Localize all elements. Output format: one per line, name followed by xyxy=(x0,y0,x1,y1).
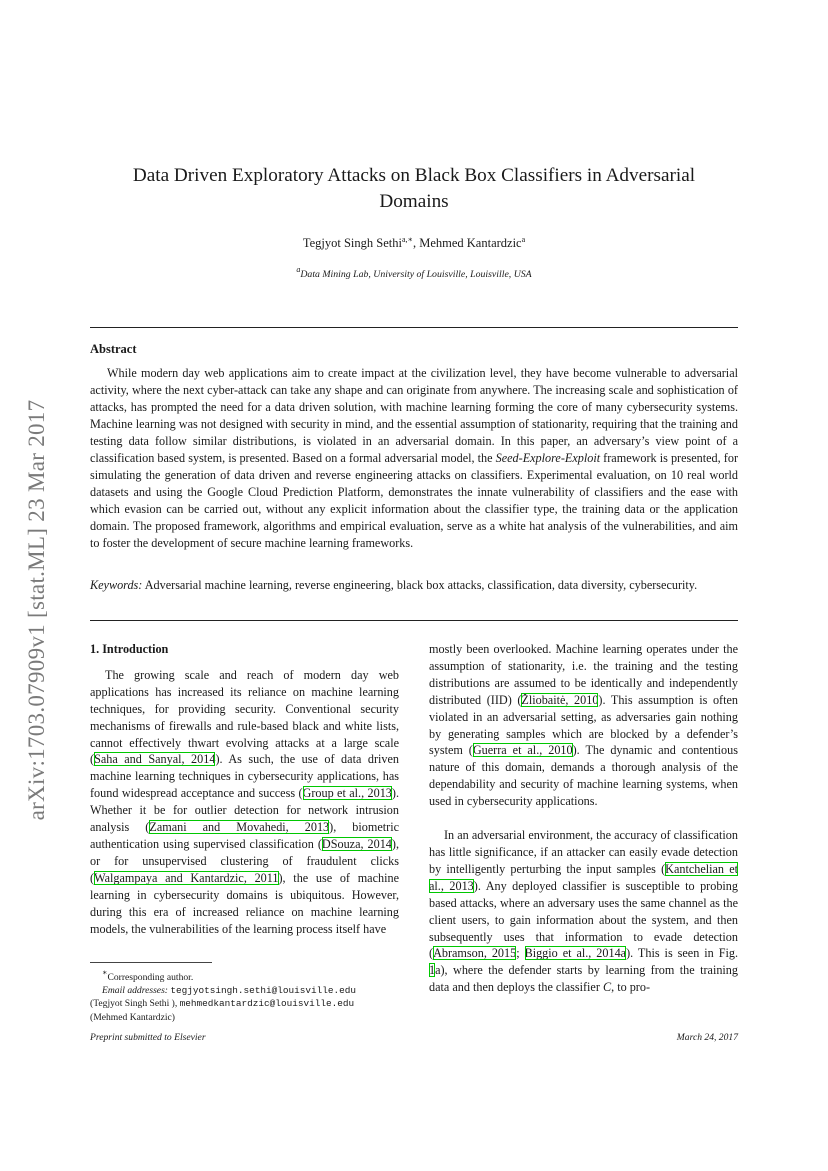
submission-date: March 24, 2017 xyxy=(676,1032,738,1043)
body-text: ). This is seen in Fig. xyxy=(626,946,738,961)
footnote xyxy=(90,966,399,1024)
affiliation xyxy=(90,265,738,280)
citation-link[interactable]: Saha and Sanyal, 2014 xyxy=(94,752,216,767)
footnote-rule xyxy=(90,962,212,963)
arxiv-identifier xyxy=(14,350,60,870)
abstract-heading: Abstract xyxy=(90,342,137,356)
left-column xyxy=(90,641,399,937)
author-2: Mehmed Kantardzic xyxy=(419,236,522,250)
affiliation-mark: a xyxy=(296,265,301,274)
paper-title xyxy=(90,163,738,215)
footnote-emails xyxy=(90,984,399,997)
author-1: Tegjyot Singh Sethi xyxy=(302,236,402,250)
citation-link[interactable]: Abramson, 2015 xyxy=(433,946,517,961)
footnote-mark: ∗ xyxy=(102,968,108,977)
author-list xyxy=(90,235,738,251)
body-text: The growing scale and reach of modern day web applications has increased its reliance on machine learning techniques, for providing security. Conventional security mechanisms of firewalls and rule-based black and white lists, cannot effectively thwart evolving attacks at a large scale ( xyxy=(90,667,399,767)
body-text: ). Whether it be for outlier detection for network intrusion analysis ( xyxy=(90,786,400,835)
body-text: mostly been overlooked. Machine learning operates under the assumption of stationarity, i.e. the training and the testing distributions are assumed to be identically and independently distributed (IID) ( xyxy=(429,642,738,707)
intro-paragraph-1-continued xyxy=(429,641,738,810)
email-label: Email addresses: xyxy=(102,985,168,997)
arxiv-identifier-text: arXiv:1703.07909v1 [stat.ML] 23 Mar 2017 xyxy=(24,399,49,821)
keywords-list: Adversarial machine learning, reverse engineering, black box attacks, classification, data diversity, cybersecurity. xyxy=(142,578,698,592)
intro-paragraph-2 xyxy=(429,827,738,996)
citation-link[interactable]: Group et al., 2013 xyxy=(302,786,392,801)
abstract-framework-name: Seed-Explore-Exploit xyxy=(495,451,601,465)
citation-link[interactable]: Zamani and Movahedi, 2013 xyxy=(149,820,330,835)
preprint-note: Preprint submitted to Elsevier xyxy=(90,1032,206,1043)
affiliation-text: Data Mining Lab, University of Louisville, Louisville, USA xyxy=(300,269,532,280)
citation-separator: ; xyxy=(516,946,525,961)
body-text: In an adversarial environment, the accuracy of classification has little significance, if an attacker can easily evade detection by intelligently perturbing the input samples ( xyxy=(429,828,738,876)
citation-link[interactable]: Žliobaitė, 2010 xyxy=(521,692,599,707)
email-link[interactable]: tegjyotsingh.sethi@louisville.edu xyxy=(170,985,357,997)
abstract-top-rule xyxy=(90,327,738,328)
body-text: ), the use of machine learning in cybersecurity domains is ubiquitous. However, during this era of increased reliance on machine learning models, the vulnerabilities of the learning process itself have xyxy=(90,870,399,936)
citation-link[interactable]: Biggio et al., 2014a xyxy=(524,946,627,961)
title-line-1: Data Driven Exploratory Attacks on Black Box Classifiers in Adversarial xyxy=(132,165,696,186)
body-text: ). Any deployed classifier is susceptible to probing based attacks, where an adversary uses the same channel as the client users, to gain information about the system, and then subsequently uses that information to evade detection ( xyxy=(429,878,738,961)
email-link[interactable]: mehmedkantardzic@louisville.edu xyxy=(179,998,355,1010)
abstract-body xyxy=(90,365,738,552)
body-text: ). The dynamic and contentious nature of this domain, demands a thorough analysis of the dependability and security of machine learning systems, when used in cybersecurity applications. xyxy=(429,743,738,809)
body-text: a), where the defender starts by learning from the training data and then deploys the classifier xyxy=(429,963,738,995)
footnote-name: (Mehmed Kantardzic) xyxy=(90,1011,175,1023)
author-2-affiliation-mark: a xyxy=(521,235,526,244)
footnote-text: Corresponding author. xyxy=(107,972,194,983)
citation-link[interactable]: Walgampaya and Kantardzic, 2011 xyxy=(94,870,279,885)
classifier-variable: C xyxy=(602,980,612,995)
author-1-affiliation-mark: a,∗ xyxy=(401,235,413,244)
body-text: ). As such, the use of data driven machine learning techniques in cybersecurity applications, has found widespread acceptance and success ( xyxy=(90,752,399,801)
title-line-2: Domains xyxy=(379,191,449,212)
citation-link[interactable]: Kantchelian et al., 2013 xyxy=(429,861,738,893)
section-heading: 1. Introduction xyxy=(90,642,169,656)
figure-link[interactable]: 1 xyxy=(429,963,436,978)
abstract-text-1: While modern day web applications aim to create impact at the civilization level, they have become vulnerable to adversarial activity, where the next cyber-attack can take any shape and can originate from anywhere. The increasing scale and sophistication of attacks, has prompted the need for a data driven solution, with machine learning forming the core of many cybersecurity systems. Machine learning was not designed with security in mind, and the essential assumption of stationarity, requiring that the training and testing data follow similar distributions, is violated in an adversarial domain. In this paper, an adversary’s view point of a classification based system, is presented. Based on a formal adversarial model, the xyxy=(90,366,738,465)
keywords-label: Keywords: xyxy=(90,578,143,592)
body-text: ). This assumption is often violated in an adversarial setting, as adversaries gain nothing by generating samples which are blocked by a defender’s system ( xyxy=(429,692,739,758)
keywords xyxy=(90,577,738,594)
body-text: , to pro- xyxy=(611,980,651,995)
author-separator: , xyxy=(412,236,420,250)
abstract-bottom-rule xyxy=(90,620,738,621)
footnote-emails-continued xyxy=(90,997,399,1010)
right-column xyxy=(429,641,738,996)
abstract-text-2: framework is presented, for simulating the generation of data driven and reverse engineering attacks on classifiers. Experimental evaluation, on 10 real world datasets and using the Google Cloud Prediction Platform, demonstrates the innate vulnerability of classifiers and the ease with which evasion can be carried out, without any explicit information about the classifier type, the training data or the application domain. The proposed framework, algorithms and empirical evaluation, serve as a white hat analysis of the vulnerabilities, and aim to foster the development of secure machine learning frameworks. xyxy=(90,451,738,550)
body-text: ), biometric authentication using supervised classification ( xyxy=(90,820,400,851)
footnote-text: (Tegjyot Singh Sethi ), xyxy=(90,998,180,1010)
citation-link[interactable]: Guerra et al., 2010 xyxy=(472,743,573,758)
body-text: ), or for unsupervised clustering of fraudulent clicks ( xyxy=(90,836,399,885)
intro-paragraph-1 xyxy=(90,667,399,938)
citation-link[interactable]: DSouza, 2014 xyxy=(321,836,392,851)
footnote-corresponding xyxy=(90,966,399,984)
